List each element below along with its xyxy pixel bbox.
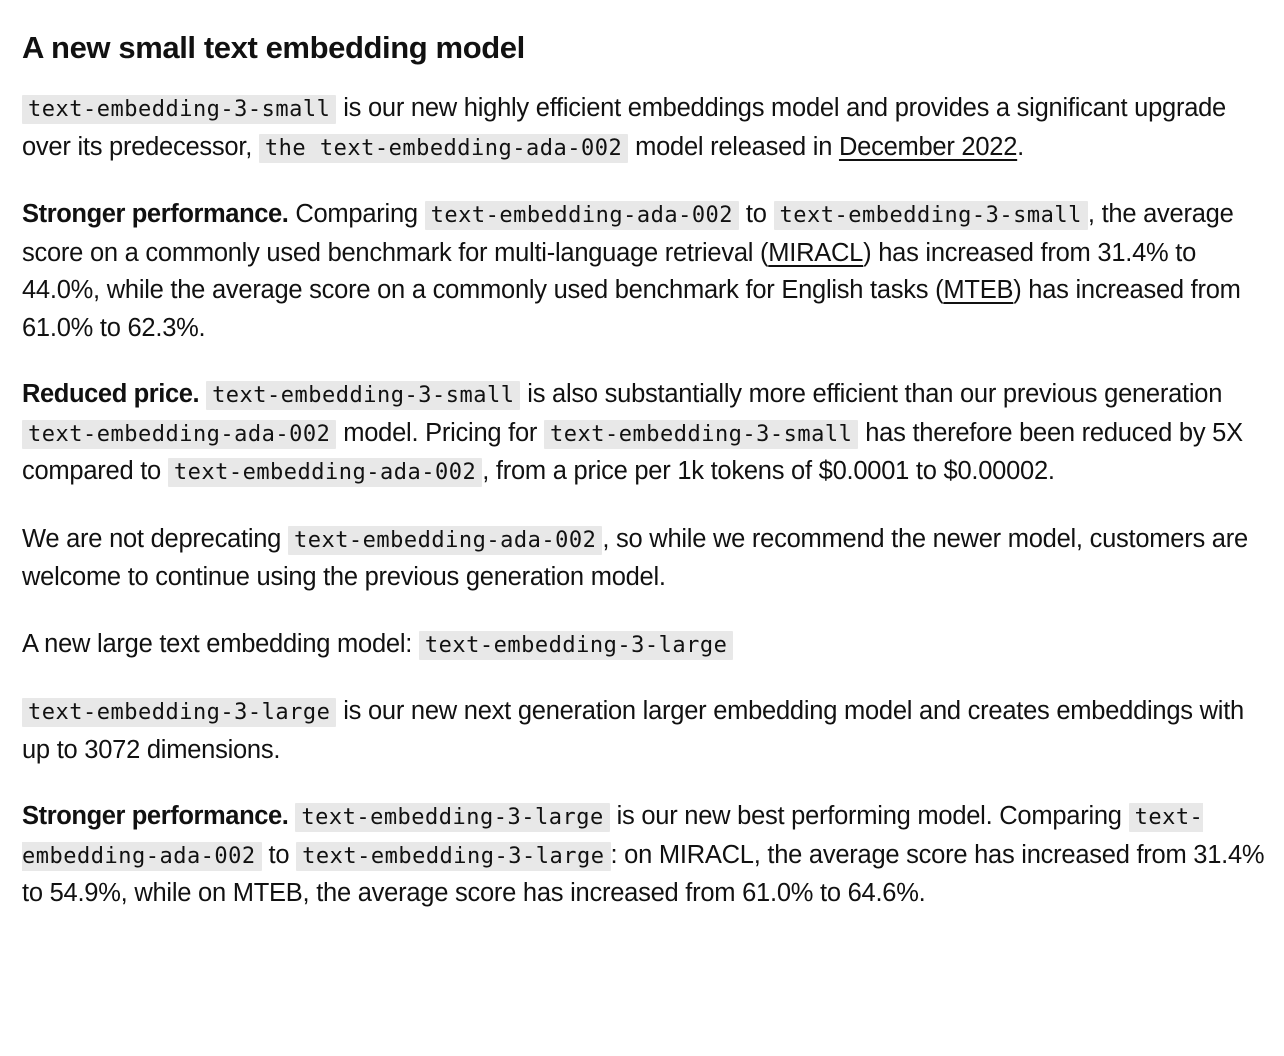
- text: : on MIRACL, the average score has increased from 31.4% to 54.9%, while on MTEB, the average score has increased from 61.0% to 64.6%.: [22, 840, 1265, 907]
- code-model-name: text-embedding-ada-002: [425, 201, 739, 230]
- text: is our new best performing model. Comparing: [609, 802, 1129, 830]
- text: to: [261, 840, 297, 869]
- text: , so while we recommend the newer model, customers are welcome to continue using the previous generation model.: [22, 524, 1248, 591]
- text: ) has increased from 31.4% to 44.0%, while the average score on a commonly used benchmark for English tasks (: [22, 238, 1197, 304]
- paragraph-large-performance: [22, 798, 1274, 913]
- text: , the average score on a commonly used benchmark for multi-language retrieval (: [22, 200, 1234, 267]
- text: model released in: [628, 132, 839, 161]
- code-model-name: text-embedding-3-large: [419, 631, 733, 660]
- code-model-name: text-embedding-ada-002: [288, 526, 602, 555]
- code-model-name: text-embedding-3-large: [296, 842, 610, 871]
- paragraph-not-deprecating: [22, 521, 1274, 597]
- section-heading: A new small text embedding model: [22, 30, 525, 65]
- text: has therefore been reduced by 5X compared to: [22, 418, 1243, 485]
- text: .: [1017, 132, 1025, 161]
- paragraph-lead: Reduced price.: [22, 380, 200, 408]
- text: We are not deprecating: [22, 524, 288, 553]
- code-model-name: text-embedding-3-small: [206, 381, 520, 410]
- paragraph-lead: Stronger performance.: [22, 802, 289, 830]
- code-model-name: text-embedding-ada-002: [22, 420, 336, 449]
- paragraph-large-model-heading: [22, 626, 1274, 665]
- code-model-name: text-embedding-3-small: [774, 201, 1088, 230]
- text: A new large text embedding model:: [22, 629, 419, 658]
- code-model-name: text-embedding-3-small: [544, 420, 858, 449]
- text: ) has increased from 61.0% to 62.3%.: [22, 276, 1241, 342]
- link-miracl[interactable]: MIRACL: [768, 238, 864, 267]
- text: model. Pricing for: [336, 418, 544, 447]
- paragraph-small-performance: [22, 196, 1274, 347]
- paragraph-reduced-price: [22, 376, 1274, 492]
- paragraph-lead: Stronger performance.: [22, 200, 289, 228]
- code-model-name: text-embedding-ada-002: [22, 805, 1204, 869]
- link-mteb[interactable]: MTEB: [943, 276, 1014, 304]
- code-model-name: text-embedding-3-small: [22, 95, 336, 124]
- link-december-2022[interactable]: December 2022: [838, 132, 1018, 161]
- text: to: [739, 200, 774, 228]
- text: is also substantially more efficient than our previous generation: [520, 380, 1223, 408]
- text: is our new highly efficient embeddings model and provides a significant upgrade over its predecessor,: [22, 94, 1226, 161]
- text: is our new next generation larger embedding model and creates embeddings with up to 3072 dimensions.: [22, 697, 1244, 764]
- code-model-name: text-embedding-ada-002: [168, 458, 482, 487]
- paragraph-large-model-intro: [22, 693, 1274, 769]
- paragraph-small-model-intro: [22, 90, 1274, 167]
- code-model-name: the text-embedding-ada-002: [259, 134, 628, 163]
- text: , from a price per 1k tokens of $0.0001 to $0.00002.: [482, 457, 1055, 485]
- code-model-name: text-embedding-3-large: [22, 698, 336, 727]
- text: Comparing: [288, 200, 425, 228]
- code-model-name: text-embedding-3-large: [295, 803, 609, 832]
